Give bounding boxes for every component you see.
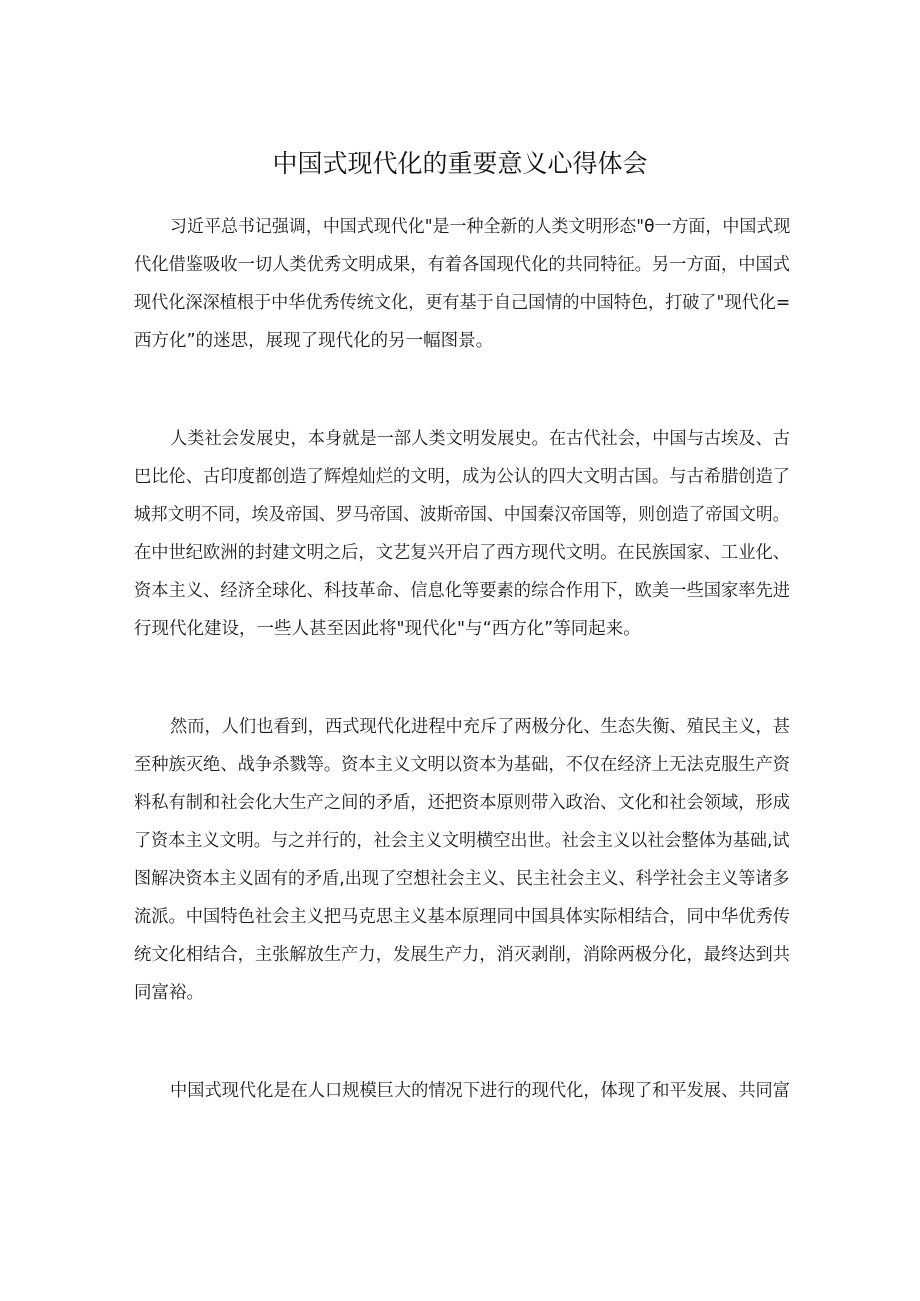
paragraph-line: 资本主义、经济全球化、科技革命、信息化等要素的综合作用下，欧美一些国家率先进 (134, 581, 791, 601)
paragraph-line: 同富裕。 (134, 983, 204, 1003)
paragraph-line: 然而，人们也看到，西式现代化进程中充斥了两极分化、生态失衡、殖民主义，甚 (170, 717, 790, 737)
paragraph-line: 巴比伦、古印度都创造了辉煌灿烂的文明，成为公认的四大文明古国。与古希腊创造了 (134, 467, 791, 487)
paragraph-line: 现代化深深植根于中华优秀传统文化，更有基于自己国情的中国特色，打破了"现代化= (134, 293, 791, 313)
paragraph-line: 人类社会发展史，本身就是一部人类文明发展史。在古代社会，中国与古埃及、古 (170, 429, 790, 449)
paragraph-line: 城邦文明不同，埃及帝国、罗马帝国、波斯帝国、中国秦汉帝国等，则创造了帝国文明。 (134, 505, 790, 525)
paragraph-line: 代化借鉴吸收一切人类优秀文明成果，有着各国现代化的共同特征。另一方面，中国式 (134, 255, 791, 275)
paragraph-line: 至种族灭绝、战争杀戮等。资本主义文明以资本为基础，不仅在经济上无法克服生产资 (134, 755, 791, 775)
paragraph-line: 统文化相结合，主张解放生产力，发展生产力，消灭剥削，消除两极分化，最终达到共 (134, 945, 791, 965)
paragraph-line: 行现代化建设，一些人甚至因此将"现代化"与“西方化”等同起来。 (134, 619, 641, 639)
paragraph-line: 料私有制和社会化大生产之间的矛盾，还把资本原则带入政治、文化和社会领域，形成 (134, 793, 791, 813)
paragraph-line: 流派。中国特色社会主义把马克思主义基本原理同中国具体实际相结合，同中华优秀传 (134, 907, 791, 927)
paragraph-line: 了资本主义文明。与之并行的，社会主义文明横空出世。社会主义以社会整体为基础,试 (134, 831, 790, 851)
paragraph-line: 西方化”的迷思，展现了现代化的另一幅图景。 (134, 331, 494, 351)
paragraph-line: 图解决资本主义固有的矛盾,出现了空想社会主义、民主社会主义、科学社会主义等诸多 (134, 869, 790, 889)
paragraph-line: 习近平总书记强调，中国式现代化"是一种全新的人类文明形态"θ一方面，中国式现 (170, 217, 791, 237)
paragraph-line: 中国式现代化是在人口规模巨大的情况下进行的现代化，体现了和平发展、共同富 (170, 1081, 790, 1101)
document-title: 中国式现代化的重要意义心得体会 (272, 149, 648, 178)
paragraph-line: 在中世纪欧洲的封建文明之后，文艺复兴开启了西方现代文明。在民族国家、工业化、 (134, 543, 791, 563)
